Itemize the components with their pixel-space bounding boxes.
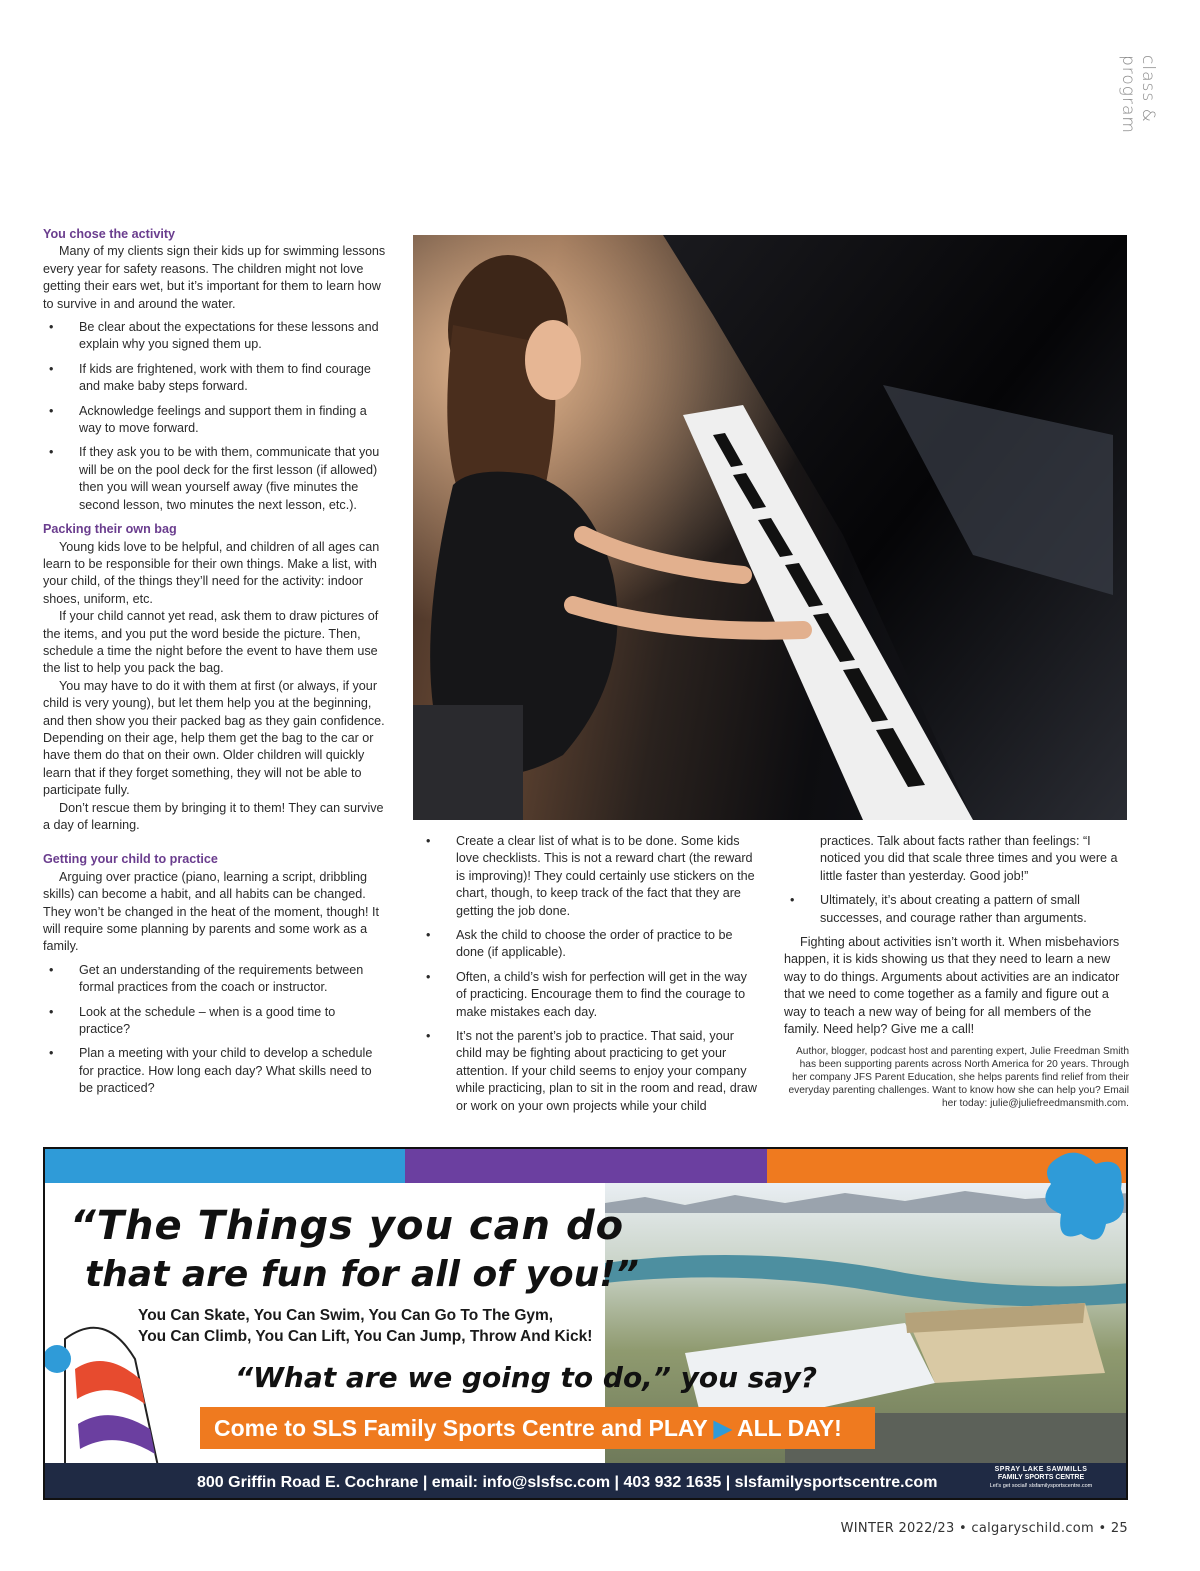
heading-packing: Packing their own bag (43, 522, 177, 537)
list-item: • If kids are frightened, work with them to find courage and make baby steps forward. (49, 361, 371, 394)
author-bio: Author, blogger, podcast host and parenting expert, Julie Freedman Smith has been supporting parents across North America for 20 years. Through her company JFS Parent Education, she helps parents find relief from their everyday parenting challenges. Want to know how she can help you? Email her today: julie@juliefreedmansmith.com. (788, 1046, 1129, 1109)
article-column-2 (420, 833, 760, 1122)
ad-top-bar-purple (405, 1149, 767, 1183)
section-side-label: class & program (1118, 55, 1158, 134)
article-column-3 (784, 833, 1129, 1110)
list-item: • Acknowledge feelings and support them in finding a way to move forward. (49, 403, 367, 436)
ad-activities-text: You Can Skate, You Can Swim, You Can Go To The Gym, You Can Climb, You Can Lift, You Can Jump, Throw And Kick! (138, 1307, 593, 1345)
ad-question: “What are we going to do,” you say? (235, 1361, 817, 1394)
sls-logo: SPRAY LAKE SAWMILLS FAMILY SPORTS CENTRE Let's get social! slsfamilysportscentre.com (989, 1466, 1093, 1489)
paragraph: Many of my clients sign their kids up for swimming lessons every year for safety reasons. The children might not love getting their ears wet, but it’s important for them to learn how to survive in and around the water. (43, 244, 386, 311)
ad-contact-bar (45, 1463, 1128, 1500)
play-arrow-icon: ▶ (713, 1415, 732, 1441)
bullet-list (43, 962, 388, 1098)
bullet-list (784, 833, 1129, 927)
list-item: • Be clear about the expectations for these lessons and explain why you signed them up. (49, 320, 379, 352)
list-item: • If they ask you to be with them, communicate that you will be on the pool deck for the first lesson (if allowed) then you will wean yourself away (five minutes the second lesson, two minutes the next lesson, etc.). (49, 445, 380, 512)
ad-call-to-action: Come to SLS Family Sports Centre and PLAY ▶ ALL DAY! (200, 1407, 875, 1449)
heading-practice: Getting your child to practice (43, 852, 218, 867)
list-item: • Ultimately, it’s about creating a pattern of small successes, and courage rather than arguments. (790, 893, 1087, 925)
closing-paragraph: Fighting about activities isn’t worth it. When misbehaviors happen, it is kids showing us that they need to learn a new way to do things. Arguments about activities are an indicator that we need to come together as a family and figure out a way to teach a new way of being for all members of the family. Need help? Give me a call! (784, 935, 1120, 1037)
paragraph: If your child cannot yet read, ask them to draw pictures of the items, and you put the word beside the picture. Then, schedule a time the night before the event to have them use the list to help you pack the bag. (43, 609, 379, 676)
piano-illustration (413, 235, 1127, 820)
piano-photo (413, 235, 1127, 820)
bullet-list (420, 833, 760, 1115)
list-item: • Ask the child to choose the order of practice to be done (if applicable). (426, 928, 733, 960)
article-column-1 (43, 226, 388, 1105)
paragraph: You may have to do it with them at first (or always, if your child is very young), but let them help you at the beginning, and then show you their packed bag as they gain confidence. Depending on their age, help them get the bag to the car or have them do that on their own. Older children will quickly learn that if they forget something, they will not be able to participate fully. (43, 678, 385, 798)
list-item: • Plan a meeting with your child to develop a schedule for practice. How long each day? What skills need to be practiced? (49, 1046, 373, 1096)
list-item: • Create a clear list of what is to be done. Some kids love checklists. This is not a reward chart (the reward is improving)! They could certainly use stickers on the chart, though, to keep track of the fact that they are getting the job done. (426, 834, 755, 918)
ad-top-bar-blue (45, 1149, 405, 1183)
heading-you-chose: You chose the activity (43, 227, 176, 241)
list-item: • Get an understanding of the requirements between formal practices from the coach or instructor. (49, 962, 364, 995)
ad-headline-line1: “The Things you can do (70, 1203, 625, 1249)
list-item: • It’s not the parent’s job to practice. That said, your child may be fighting about practicing to get your attention. If your child seems to enjoy your company while practicing, plan to sit in the room and read, draw or work on your own projects while your child (426, 1029, 758, 1113)
paragraph: Don’t rescue them by bringing it to them! They can survive a day of learning. (43, 800, 384, 832)
list-item-continuation: practices. Talk about facts rather than feelings: “I noticed you did that scale three times and you were a little faster than yesterday. Good job!” (820, 834, 1118, 883)
paragraph: Young kids love to be helpful, and children of all ages can learn to be responsible for their own things. Make a list, with your child, of the things they’ll need for the activity: indoor shoes, uniform, etc. (43, 539, 380, 606)
bullet-list (43, 319, 388, 514)
list-item: • Often, a child’s wish for perfection will get in the way of practicing. Encourage them to find the courage to make mistakes each day. (426, 969, 747, 1019)
list-item: • Look at the schedule – when is a good time to practice? (49, 1004, 336, 1037)
ad-contact-info: 800 Griffin Road E. Cochrane | email: info@slsfsc.com | 403 932 1635 | slsfamilysportscentre.com (197, 1474, 938, 1491)
ad-headline-line2: that are fun for all of you!” (85, 1254, 639, 1295)
page-footer: WINTER 2022/23 • calgaryschild.com • 25 (840, 1521, 1128, 1536)
water-splash-icon (1036, 1149, 1126, 1259)
sls-advertisement (43, 1147, 1128, 1500)
paragraph: Arguing over practice (piano, learning a script, dribbling skills) can become a habit, and all habits can be changed. They won’t be changed in the heat of the moment, though! It will require some planning by parents and some work as a family. (43, 869, 380, 954)
